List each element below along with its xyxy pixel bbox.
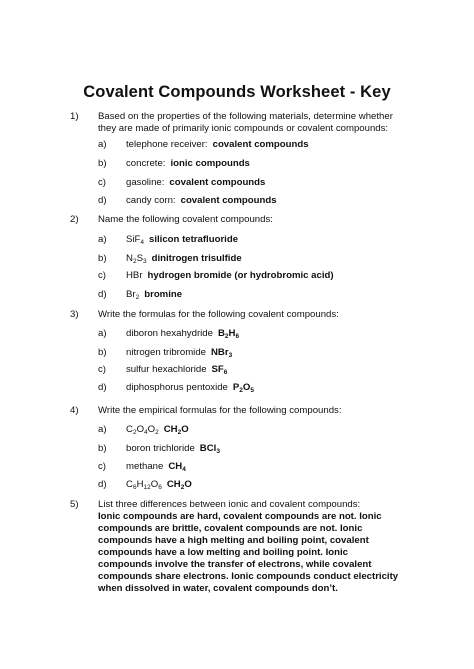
question-number: 5)	[70, 499, 79, 510]
item-letter: b)	[98, 443, 107, 454]
item-letter: d)	[98, 382, 107, 393]
question-text: Write the empirical formulas for the following compounds:	[98, 405, 342, 416]
item-letter: a)	[98, 328, 107, 339]
question-number: 3)	[70, 309, 79, 320]
list-item	[0, 139, 474, 151]
list-item	[0, 479, 474, 491]
item-letter: a)	[98, 234, 107, 245]
item-answer: $CH_2O$	[163, 424, 189, 436]
item-answer: $CH_2O$	[166, 479, 192, 491]
item-answer: $CH_4$	[168, 461, 186, 473]
item-answer: $B_2H_6$	[217, 328, 240, 340]
list-item	[0, 177, 474, 189]
item-label: diphosphorus pentoxide	[126, 382, 228, 393]
item-letter: d)	[98, 479, 107, 490]
question-text: List three differences between ionic and covalent compounds:	[98, 499, 361, 510]
item-answer: NBr$_3$	[211, 347, 233, 359]
question-text: Write the formulas for the following covalent compounds:	[98, 309, 339, 320]
item-letter: c)	[98, 364, 106, 375]
item-letter: d)	[98, 289, 107, 300]
formula: $C_2O_4O_2$	[126, 424, 159, 436]
item-label: methane	[126, 461, 164, 472]
item-answer: Ionic compounds are hard, covalent compounds are not. Ionic compounds are brittle, covalent compounds are not. Ionic compounds have a high melting and boiling point, covalent compounds have a low melting and boiling point. Ionic compounds involve the transfer of electrons, while covalent compounds share electrons. Ionic compounds conduct electricity when dissolved in water, covalent compounds don’t.	[98, 511, 399, 594]
item-letter: a)	[98, 139, 107, 150]
question-text: Name the following covalent compounds:	[98, 214, 273, 225]
item-label: diboron hexahydride	[126, 328, 213, 339]
list-item	[0, 364, 474, 376]
question-5-body	[98, 499, 404, 595]
list-item	[0, 461, 474, 473]
item-answer: dinitrogen trisulfide	[151, 253, 242, 264]
item-letter: c)	[98, 177, 106, 188]
list-item	[0, 347, 474, 359]
list-item	[0, 253, 474, 265]
item-label: telephone receiver:	[126, 139, 208, 150]
item-letter: c)	[98, 461, 106, 472]
item-label: candy corn:	[126, 195, 176, 206]
item-answer: bromine	[144, 289, 183, 300]
list-item	[0, 234, 474, 246]
item-answer: $P_2O_5$	[232, 382, 255, 394]
item-label: concrete:	[126, 158, 166, 169]
item-label: gasoline:	[126, 177, 165, 188]
item-letter: d)	[98, 195, 107, 206]
item-answer: silicon tetrafluoride	[149, 234, 239, 245]
item-answer: BCl$_3$	[199, 443, 220, 455]
list-item	[0, 158, 474, 170]
item-answer: covalent compounds	[180, 195, 277, 206]
question-text: Based on the properties of the following materials, determine whether they are made of primarily ionic compounds or covalent compounds:	[98, 111, 393, 134]
question-number: 4)	[70, 405, 79, 416]
item-label: boron trichloride	[126, 443, 195, 454]
list-item	[0, 289, 474, 301]
formula: $N_2S_3$	[126, 253, 147, 265]
item-answer: ionic compounds	[170, 158, 250, 169]
item-answer: covalent compounds	[169, 177, 266, 188]
item-letter: b)	[98, 347, 107, 358]
item-letter: a)	[98, 424, 107, 435]
item-label: sulfur hexachloride	[126, 364, 207, 375]
item-letter: b)	[98, 158, 107, 169]
list-item	[0, 443, 474, 455]
list-item	[0, 270, 474, 282]
item-answer: hydrogen bromide (or hydrobromic acid)	[147, 270, 334, 281]
formula: $C_6H_{12}O_6$	[126, 479, 162, 491]
list-item	[0, 424, 474, 436]
formula: HBr	[126, 270, 143, 281]
item-answer: covalent compounds	[212, 139, 309, 150]
formula: $Br_2$	[126, 289, 140, 301]
item-label: nitrogen tribromide	[126, 347, 206, 358]
formula: SiF$_4$	[126, 234, 145, 246]
item-letter: c)	[98, 270, 106, 281]
page-title: Covalent Compounds Worksheet - Key	[83, 83, 391, 101]
list-item	[0, 195, 474, 207]
list-item	[0, 328, 474, 340]
list-item	[0, 382, 474, 394]
question-number: 1)	[70, 111, 79, 122]
item-letter: b)	[98, 253, 107, 264]
item-answer: $SF_6$	[211, 364, 228, 376]
question-number: 2)	[70, 214, 79, 225]
